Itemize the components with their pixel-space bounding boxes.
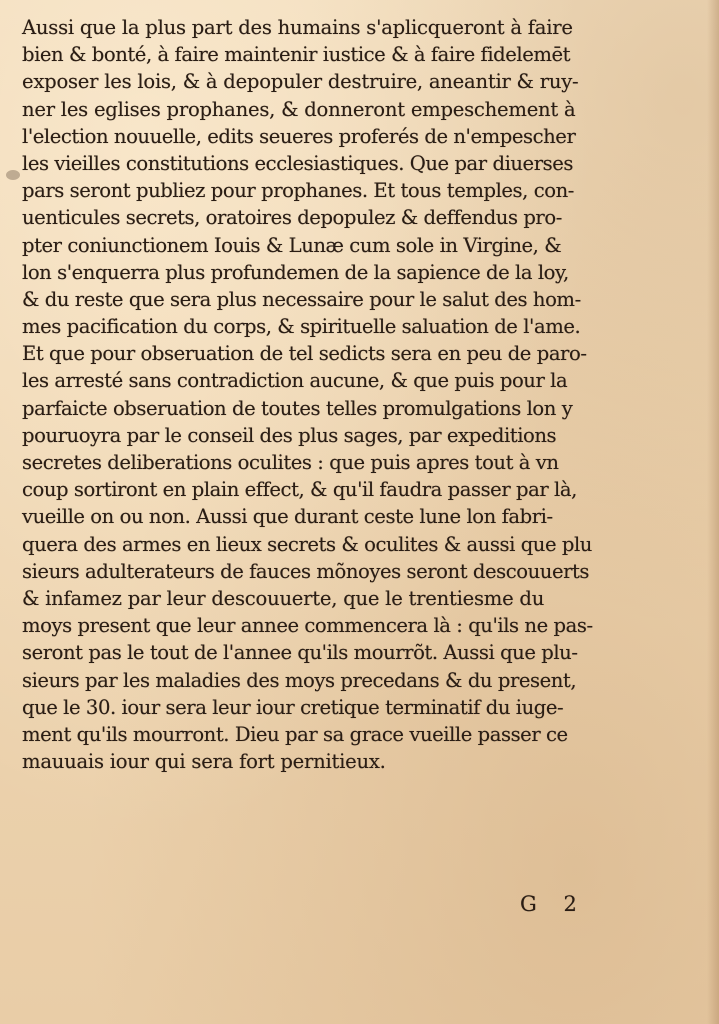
text-line-15: parfaicte obseruation de toutes telles promulgations lon y bbox=[22, 396, 573, 420]
text-line-11: & du reste que sera plus necessaire pour le salut des hom- bbox=[22, 287, 581, 311]
text-line-19: vueille on ou non. Aussi que durant ceste lune lon fabri- bbox=[22, 505, 553, 529]
text-line-3: exposer les lois, & à depopuler destruire, aneantir & ruy- bbox=[22, 70, 579, 94]
text-line-6: les vieilles constitutions ecclesiastiques. Que par diuerses bbox=[22, 151, 573, 175]
text-line-1: Aussi que la plus part des humains s'aplicqueront à faire bbox=[22, 16, 573, 39]
text-line-26: que le 30. iour sera leur iour cretique terminatif du iuge- bbox=[22, 695, 564, 719]
text-line-8: uenticules secrets, oratoires depopulez & deffendus pro- bbox=[22, 206, 562, 230]
text-line-5: l'election nouuelle, edits seueres proferés de n'empescher bbox=[22, 124, 576, 148]
text-line-23: moys present que leur annee commencera là : qu'ils ne pas- bbox=[22, 614, 593, 638]
text-line-20: quera des armes en lieux secrets & oculites & aussi que plu bbox=[22, 532, 592, 556]
text-line-12: mes pacification du corps, & spirituelle saluation de l'ame. bbox=[22, 315, 581, 339]
text-line-7: pars seront publiez pour prophanes. Et tous temples, con- bbox=[22, 179, 574, 203]
text-line-9: pter coniunctionem Iouis & Lunæ cum sole in Virgine, & bbox=[22, 233, 562, 257]
text-line-24: seront pas le tout de l'annee qu'ils mourrõt. Aussi que plu- bbox=[22, 641, 578, 665]
text-line-13: Et que pour obseruation de tel sedicts sera en peu de paro- bbox=[22, 342, 587, 366]
ink-smudge bbox=[6, 170, 20, 180]
text-line-17: secretes deliberations oculites : que puis apres tout à vn bbox=[22, 451, 559, 474]
text-line-22: & infamez par leur descouuerte, que le trentiesme du bbox=[22, 586, 545, 610]
text-line-18: coup sortiront en plain effect, & qu'il faudra passer par là, bbox=[22, 478, 577, 502]
text-line-2: bien & bonté, à faire maintenir iustice & à faire fidelemēt bbox=[22, 43, 571, 67]
text-line-4: ner les eglises prophanes, & donneront empeschement à bbox=[22, 97, 576, 121]
text-line-10: lon s'enquerra plus profundemen de la sapience de la loy, bbox=[22, 260, 569, 284]
text-line-25: sieurs par les maladies des moys precedans & du present, bbox=[22, 668, 577, 692]
text-line-16: pouruoyra par le conseil des plus sages, par expeditions bbox=[22, 423, 557, 447]
body-text bbox=[22, 14, 712, 775]
text-line-27: ment qu'ils mourront. Dieu par sa grace vueille passer ce bbox=[22, 722, 568, 746]
text-line-14: les arresté sans contradiction aucune, & que puis pour la bbox=[22, 369, 568, 393]
signature-mark: G 2 bbox=[520, 892, 587, 916]
text-line-21: sieurs adulterateurs de fauces mõnoyes seront descouuerts bbox=[22, 559, 590, 583]
text-line-28: mauuais iour qui sera fort pernitieux. bbox=[22, 750, 386, 774]
